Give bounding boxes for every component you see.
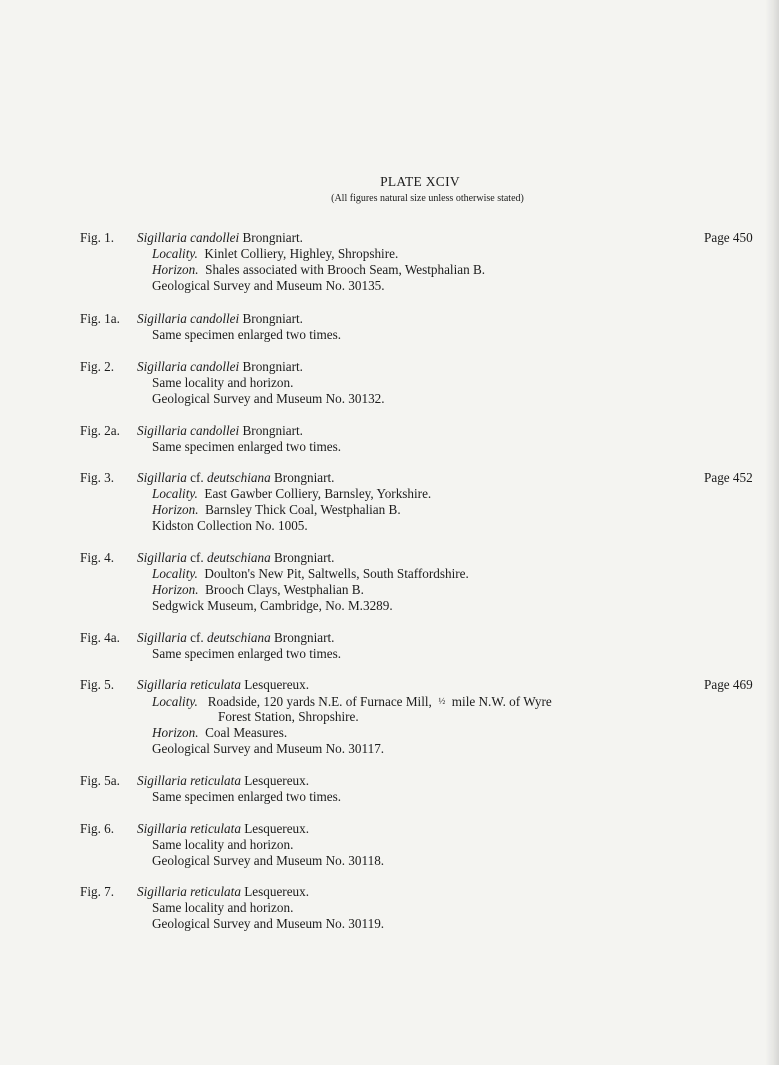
taxon-name: Sigillaria reticulata — [137, 677, 241, 692]
taxon-species: deutschiana — [206, 470, 271, 485]
field-label: Locality. — [152, 246, 198, 261]
detail-line: Same locality and horizon. — [152, 837, 294, 852]
figure-number: Fig. 3. — [80, 470, 115, 485]
detail-line — [152, 566, 469, 582]
field-label: Locality. — [152, 566, 198, 581]
field-label: Horizon. — [152, 725, 199, 740]
detail-line: Same specimen enlarged two times. — [152, 327, 342, 342]
taxon-author: Brongniart. — [242, 230, 303, 245]
species-heading — [137, 550, 334, 566]
species-heading — [137, 884, 309, 900]
detail-line: Geological Survey and Museum No. 30117. — [152, 741, 385, 756]
field-label: Locality. — [152, 486, 198, 501]
taxon-author: Lesquereux. — [244, 884, 310, 899]
figure-number: Fig. 2a. — [80, 423, 120, 438]
taxon-author: Lesquereux. — [244, 773, 310, 788]
detail-line: Geological Survey and Museum No. 30118. — [152, 853, 385, 868]
detail-line: Geological Survey and Museum No. 30119. — [152, 916, 385, 931]
taxon-genus: Sigillaria — [137, 630, 187, 645]
field-label: Horizon. — [152, 582, 199, 597]
field-label: Locality. — [152, 694, 198, 709]
locality-continuation: Forest Station, Shropshire. — [218, 709, 359, 724]
field-text: Kinlet Colliery, Highley, Shropshire. — [204, 246, 399, 261]
detail-line — [152, 582, 364, 598]
field-text: Shales associated with Brooch Seam, Westphalian B. — [205, 262, 486, 277]
detail-line — [152, 502, 401, 518]
species-heading — [137, 677, 309, 693]
taxon-author: Brongniart. — [242, 311, 303, 326]
species-heading — [137, 359, 303, 375]
figure-number: Fig. 1. — [80, 230, 115, 245]
page-reference: Page 469 — [704, 677, 753, 692]
taxon-author: Brongniart. — [242, 359, 303, 374]
figure-number: Fig. 5. — [80, 677, 115, 692]
detail-line: Same specimen enlarged two times. — [152, 789, 342, 804]
taxon-name: Sigillaria candollei — [137, 359, 240, 374]
field-label: Horizon. — [152, 502, 199, 517]
taxon-author: Brongniart. — [242, 423, 303, 438]
field-text: Barnsley Thick Coal, Westphalian B. — [205, 502, 401, 517]
figure-number: Fig. 1a. — [80, 311, 120, 326]
detail-line: Same specimen enlarged two times. — [152, 439, 342, 454]
taxon-qualifier: cf. — [190, 630, 204, 645]
field-text: Doulton's New Pit, Saltwells, South Staffordshire. — [204, 566, 469, 581]
page-edge-shadow — [765, 0, 779, 1065]
taxon-author: Lesquereux. — [244, 677, 310, 692]
plate-title: PLATE XCIV — [380, 174, 460, 189]
fraction-half: ½ — [438, 696, 446, 706]
detail-line: Same locality and horizon. — [152, 375, 294, 390]
taxon-author: Lesquereux. — [244, 821, 310, 836]
detail-line: Same locality and horizon. — [152, 900, 294, 915]
taxon-genus: Sigillaria — [137, 470, 187, 485]
field-text: Brooch Clays, Westphalian B. — [205, 582, 364, 597]
detail-line: Geological Survey and Museum No. 30135. — [152, 278, 385, 293]
taxon-genus: Sigillaria — [137, 550, 187, 565]
species-heading — [137, 630, 334, 646]
figure-number: Fig. 2. — [80, 359, 115, 374]
taxon-name: Sigillaria candollei — [137, 311, 240, 326]
detail-line — [152, 725, 287, 741]
locality-line — [152, 693, 552, 710]
figure-number: Fig. 4. — [80, 550, 115, 565]
page-reference: Page 452 — [704, 470, 753, 485]
species-heading — [137, 423, 303, 439]
taxon-name: Sigillaria reticulata — [137, 884, 241, 899]
species-heading — [137, 311, 303, 327]
taxon-species: deutschiana — [206, 630, 271, 645]
detail-line: Kidston Collection No. 1005. — [152, 518, 308, 533]
species-heading — [137, 821, 309, 837]
taxon-qualifier: cf. — [190, 470, 204, 485]
page-reference: Page 450 — [704, 230, 753, 245]
field-text: mile N.W. of Wyre — [451, 694, 552, 709]
detail-line — [152, 246, 398, 262]
detail-line — [152, 486, 431, 502]
taxon-name: Sigillaria reticulata — [137, 821, 241, 836]
taxon-name: Sigillaria candollei — [137, 423, 240, 438]
figure-number: Fig. 6. — [80, 821, 115, 836]
detail-line — [152, 262, 485, 278]
plate-subtitle: (All figures natural size unless otherwise stated) — [331, 193, 524, 204]
figure-number: Fig. 4a. — [80, 630, 120, 645]
taxon-qualifier: cf. — [190, 550, 204, 565]
field-text: Coal Measures. — [205, 725, 288, 740]
taxon-author: Brongniart. — [274, 550, 335, 565]
figure-number: Fig. 5a. — [80, 773, 120, 788]
field-label: Horizon. — [152, 262, 199, 277]
figure-number: Fig. 7. — [80, 884, 115, 899]
taxon-species: deutschiana — [206, 550, 271, 565]
species-heading — [137, 230, 303, 246]
detail-line: Sedgwick Museum, Cambridge, No. M.3289. — [152, 598, 393, 613]
detail-line: Same specimen enlarged two times. — [152, 646, 342, 661]
detail-line: Geological Survey and Museum No. 30132. — [152, 391, 385, 406]
species-heading — [137, 470, 334, 486]
field-text: East Gawber Colliery, Barnsley, Yorkshire. — [204, 486, 432, 501]
field-text: Roadside, 120 yards N.E. of Furnace Mill, — [207, 694, 432, 709]
taxon-author: Brongniart. — [274, 630, 335, 645]
taxon-author: Brongniart. — [274, 470, 335, 485]
taxon-name: Sigillaria reticulata — [137, 773, 241, 788]
taxon-name: Sigillaria candollei — [137, 230, 240, 245]
species-heading — [137, 773, 309, 789]
